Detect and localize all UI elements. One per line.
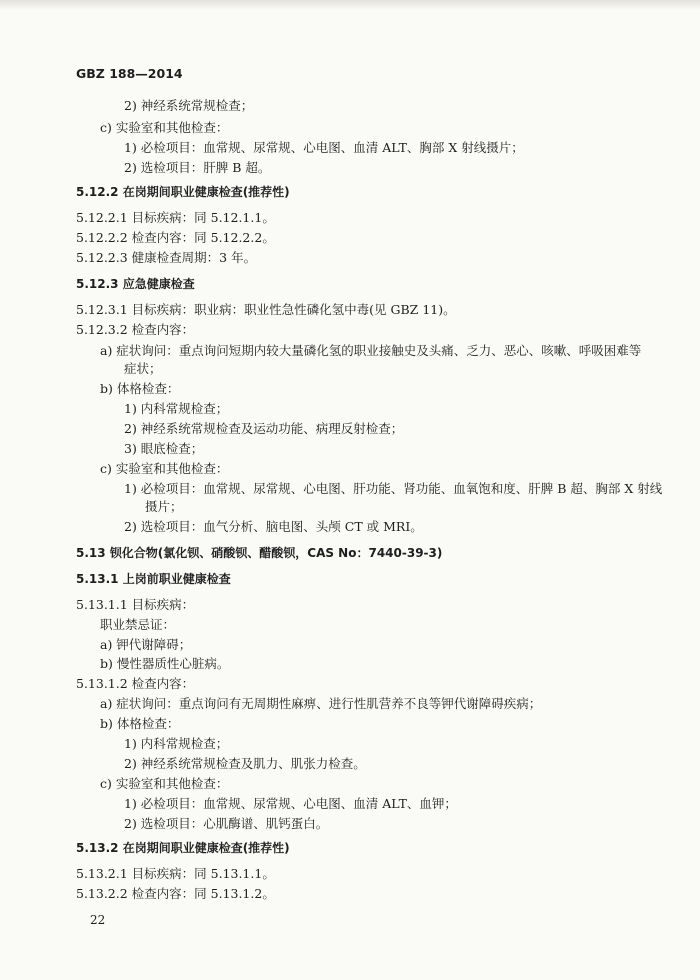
clause: 5.13.1.1 目标疾病：	[76, 597, 195, 612]
clause: 5.13.1.2 检查内容：	[76, 676, 195, 691]
document-header: GBZ 188—2014	[76, 66, 183, 81]
section-heading: 5.12.3 应急健康检查	[76, 277, 195, 291]
clause: 5.13.2.1 目标疾病：同 5.13.1.1。	[76, 866, 275, 881]
list-item: 1) 内科常规检查；	[124, 736, 229, 751]
clause: 5.12.3.2 检查内容：	[76, 322, 195, 337]
list-item: 职业禁忌证：	[100, 617, 176, 632]
list-item: b) 体格检查：	[100, 381, 180, 396]
list-item: b) 慢性器质性心脏病。	[100, 656, 230, 671]
list-item: 症状；	[124, 361, 162, 376]
section-heading: 5.13.2 在岗期间职业健康检查(推荐性)	[76, 841, 290, 855]
list-item: 1) 必检项目：血常规、尿常规、心电图、血清 ALT、胸部 X 射线摄片；	[124, 140, 524, 155]
list-item: 3) 眼底检查；	[124, 441, 204, 456]
section-heading: 5.13 钡化合物(氯化钡、硝酸钡、醋酸钡，CAS No：7440-39-3)	[76, 546, 443, 560]
section-heading: 5.12.2 在岗期间职业健康检查(推荐性)	[76, 185, 290, 199]
list-item: 2) 选检项目：肝脾 B 超。	[124, 160, 271, 175]
clause: 5.12.2.2 检查内容：同 5.12.2.2。	[76, 230, 275, 245]
list-item: 1) 必检项目：血常规、尿常规、心电图、血清 ALT、血钾；	[124, 796, 457, 811]
list-item: a) 症状询问：重点询问有无周期性麻痹、进行性肌营养不良等钾代谢障碍疾病；	[100, 696, 542, 711]
section-heading: 5.13.1 上岗前职业健康检查	[76, 572, 231, 586]
list-item: c) 实验室和其他检查：	[100, 120, 229, 135]
list-item: 1) 必检项目：血常规、尿常规、心电图、肝功能、肾功能、血氧饱和度、肝脾 B 超、胸部 X 射线	[124, 481, 663, 496]
list-item: 摄片；	[145, 499, 183, 514]
list-item: 2) 选检项目：血气分析、脑电图、头颅 CT 或 MRI。	[124, 519, 423, 534]
list-item: 2) 神经系统常规检查及肌力、肌张力检查。	[124, 756, 366, 771]
list-item: c) 实验室和其他检查：	[100, 461, 229, 476]
list-item: c) 实验室和其他检查：	[100, 776, 229, 791]
clause: 5.12.3.1 目标疾病：职业病：职业性急性磷化氢中毒(见 GBZ 11)。	[76, 302, 456, 317]
list-item: a) 症状询问：重点询问短期内较大量磷化氢的职业接触史及头痛、乏力、恶心、咳嗽、呼吸困难等	[100, 343, 642, 358]
list-item: b) 体格检查：	[100, 716, 180, 731]
clause: 5.12.2.1 目标疾病：同 5.12.1.1。	[76, 210, 275, 225]
list-item: 2) 神经系统常规检查；	[124, 98, 254, 113]
list-item: 2) 选检项目：心肌酶谱、肌钙蛋白。	[124, 816, 329, 831]
page-number: 22	[90, 913, 106, 927]
scan-top-edge	[0, 0, 700, 10]
list-item: 1) 内科常规检查；	[124, 401, 229, 416]
clause: 5.12.2.3 健康检查周期：3 年。	[76, 250, 257, 265]
list-item: 2) 神经系统常规检查及运动功能、病理反射检查；	[124, 421, 404, 436]
list-item: a) 钾代谢障碍；	[100, 637, 192, 652]
clause: 5.13.2.2 检查内容：同 5.13.1.2。	[76, 886, 275, 901]
